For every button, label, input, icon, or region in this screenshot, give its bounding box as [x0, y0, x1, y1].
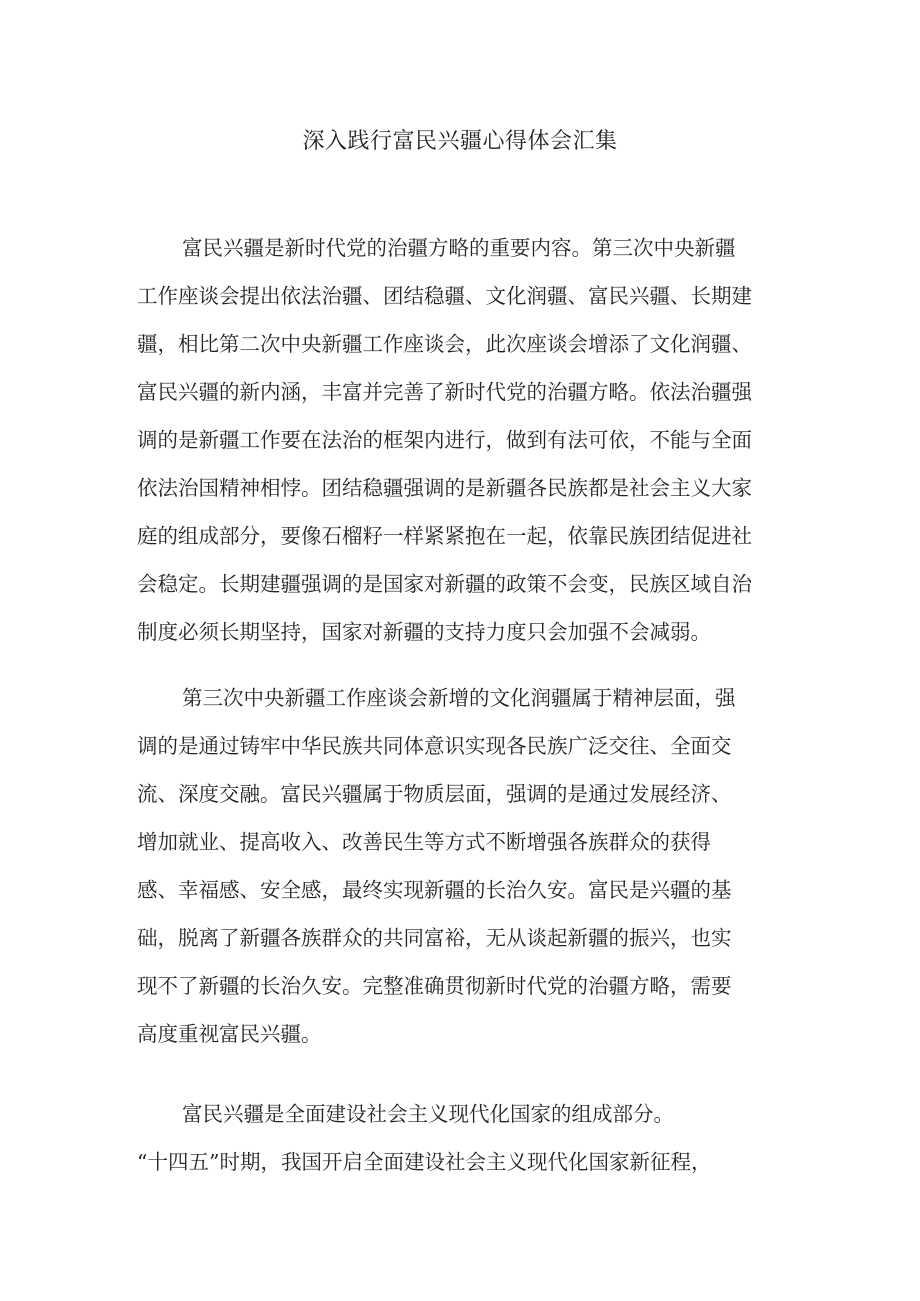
paragraph-1-line-1: 富民兴疆是新时代党的治疆方略的重要内容。第三次中央新疆 [182, 236, 736, 260]
paragraph-2-line-4: 增加就业、提高收入、改善民生等方式不断增强各族群众的获得 [137, 830, 711, 854]
paragraph-2-line-1: 第三次中央新疆工作座谈会新增的文化润疆属于精神层面，强 [182, 686, 736, 710]
paragraph-1-line-2: 工作座谈会提出依法治疆、团结稳疆、文化润疆、富民兴疆、长期建 [137, 284, 752, 308]
paragraph-1-line-6: 依法治国精神相悖。团结稳疆强调的是新疆各民族都是社会主义大家 [137, 476, 752, 500]
paragraph-1-line-3: 疆，相比第二次中央新疆工作座谈会，此次座谈会增添了文化润疆、 [137, 332, 752, 356]
paragraph-1-line-5: 调的是新疆工作要在法治的框架内进行，做到有法可依，不能与全面 [137, 428, 752, 452]
paragraph-1-line-7: 庭的组成部分，要像石榴籽一样紧紧抱在一起，依靠民族团结促进社 [137, 524, 752, 548]
paragraph-1-line-9: 制度必须长期坚持，国家对新疆的支持力度只会加强不会减弱。 [137, 620, 711, 644]
paragraph-1-line-4: 富民兴疆的新内涵，丰富并完善了新时代党的治疆方略。依法治疆强 [137, 380, 752, 404]
paragraph-1-line-8: 会稳定。长期建疆强调的是国家对新疆的政策不会变，民族区域自治 [137, 572, 752, 596]
paragraph-2-line-8: 高度重视富民兴疆。 [137, 1022, 322, 1046]
paragraph-2-line-2: 调的是通过铸牢中华民族共同体意识实现各民族广泛交往、全面交 [137, 734, 732, 758]
paragraph-2-line-7: 现不了新疆的长治久安。完整准确贯彻新时代党的治疆方略，需要 [137, 974, 732, 998]
paragraph-3-line-2: “十四五”时期，我国开启全面建设社会主义现代化国家新征程， [137, 1150, 712, 1174]
paragraph-3-line-1: 富民兴疆是全面建设社会主义现代化国家的组成部分。 [182, 1102, 674, 1126]
paragraph-2-line-5: 感、幸福感、安全感，最终实现新疆的长治久安。富民是兴疆的基 [137, 878, 732, 902]
document-title: 深入践行富民兴疆心得体会汇集 [302, 129, 618, 154]
paragraph-2-line-6: 础，脱离了新疆各族群众的共同富裕，无从谈起新疆的振兴，也实 [137, 926, 732, 950]
paragraph-2-line-3: 流、深度交融。富民兴疆属于物质层面，强调的是通过发展经济、 [137, 782, 732, 806]
